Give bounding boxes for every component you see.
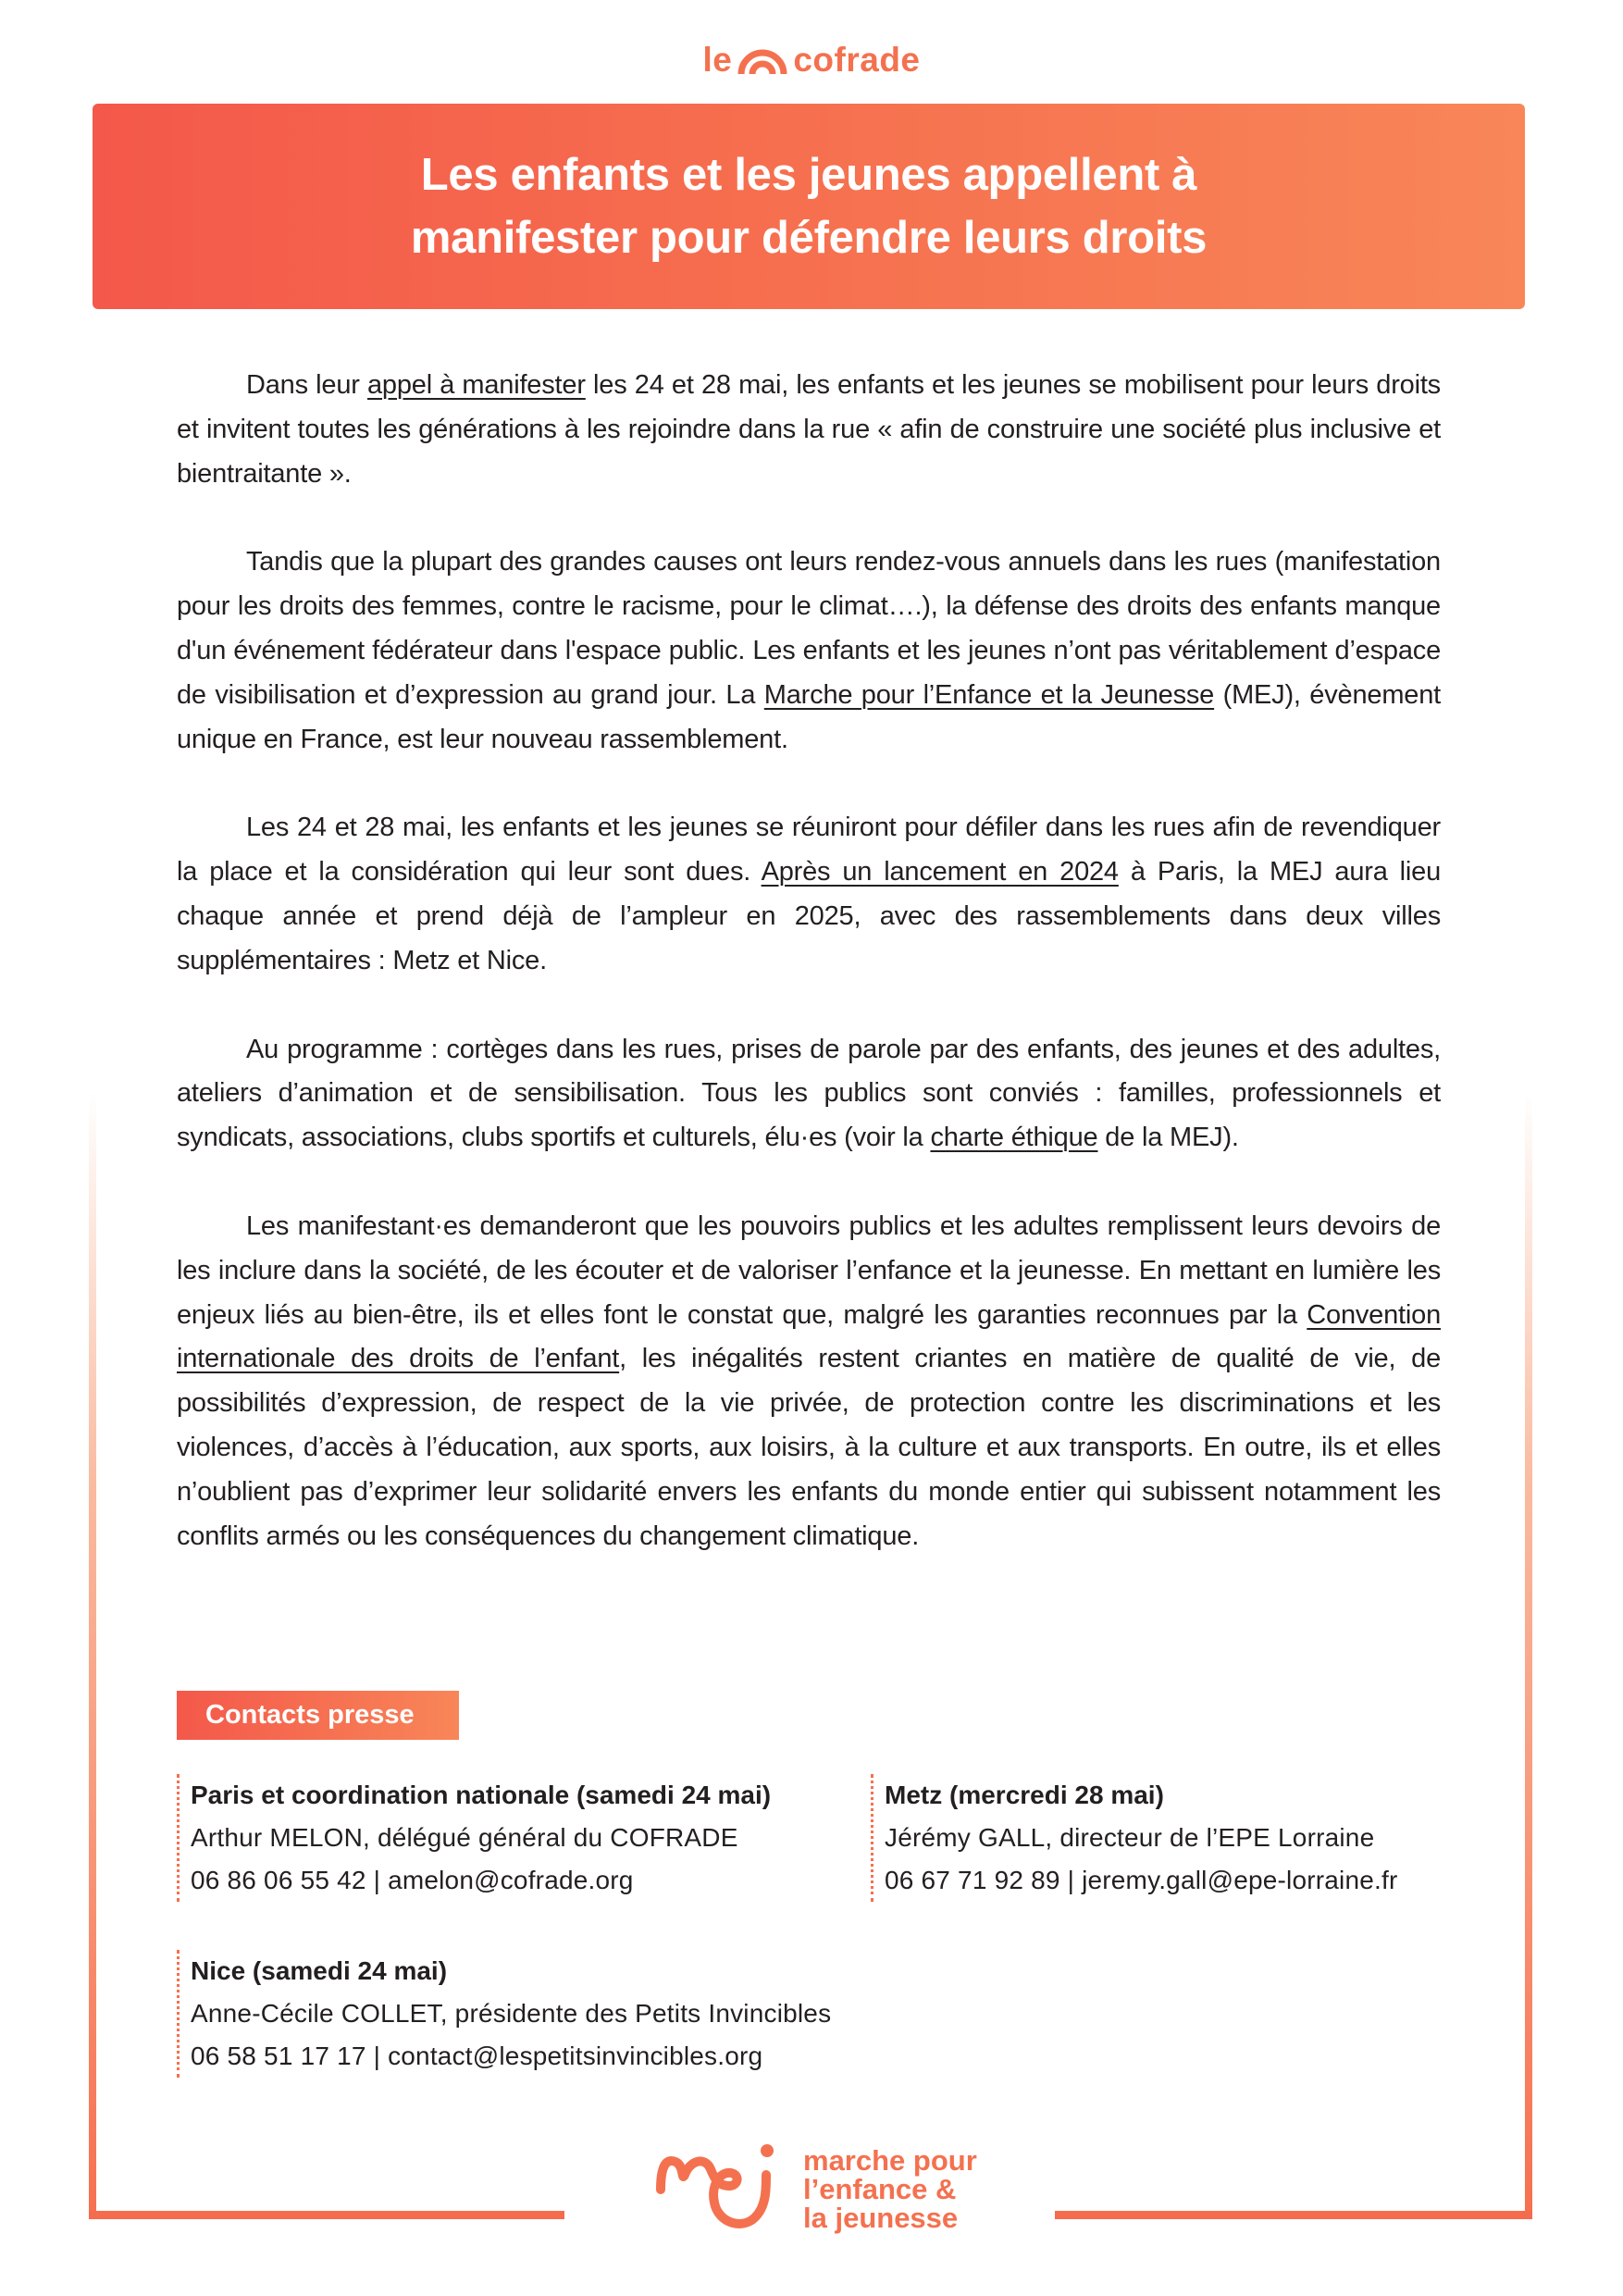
- link-marche-enfance-jeunesse[interactable]: Marche pour l’Enfance et la Jeunesse: [763, 679, 1215, 710]
- link-appel-a-manifester[interactable]: appel à manifester: [366, 370, 586, 400]
- article-body: [177, 364, 1441, 1603]
- mej-logo-line-3: la jeunesse: [803, 2201, 959, 2234]
- paragraph-5: [177, 1205, 1441, 1558]
- contact-phone-email[interactable]: 06 58 51 17 17 | contact@lespetitsinvincibles.org: [191, 2042, 763, 2070]
- mej-squiggle-icon: [653, 2138, 783, 2240]
- paragraph-text: les 24 et 28 mai, les enfants et les jeunes se mobilisent pour leurs droits et invitent toutes les générations à les rejoindre dans la rue « afin de construire une société plus inclusive et bientraitante ».: [177, 370, 1441, 489]
- mej-logo-line-2: l’enfance &: [803, 2172, 957, 2205]
- page-title: [411, 143, 1207, 269]
- contact-title: Paris et coordination nationale (samedi 24 mai): [191, 1781, 772, 1809]
- mej-logo-line-1: marche pour: [803, 2143, 977, 2177]
- mej-logo: [653, 2138, 977, 2240]
- contact-title: Metz (mercredi 28 mai): [885, 1781, 1164, 1809]
- contact-person: Anne-Cécile COLLET, présidente des Petits Invincibles: [191, 1999, 832, 2028]
- contact-phone-email[interactable]: 06 67 71 92 89 | jeremy.gall@epe-lorraine.fr: [885, 1866, 1398, 1894]
- logo-text-le: le: [702, 41, 733, 79]
- link-charte-ethique[interactable]: charte éthique: [930, 1123, 1098, 1153]
- paragraph-text: Dans leur: [246, 370, 367, 400]
- paragraph-text: Tandis que la plupart des grandes causes ont leurs rendez-vous annuels dans les rues (manifestation pour les droits des femmes, contre le racisme, pour le climat….), la défense des droits des enfants manque d'un événement fédérateur dans l'espace public. Les enfants et les jeunes n’ont pas véritablement d’espace de visibilisation et d’expression au grand jour. La: [177, 547, 1441, 710]
- contact-paris: [177, 1774, 771, 1902]
- title-line-1: Les enfants et les jeunes appellent à: [420, 150, 1197, 200]
- paragraph-text: Au programme : cortèges dans les rues, prises de parole par des enfants, des jeunes et des adultes, ateliers d’animation et de sensibilisation. Tous les publics sont conviés : familles, professionnels et syndicats, associations, clubs sportifs et culturels, élu·es (voir la: [177, 1034, 1441, 1153]
- paragraph-text: Les 24 et 28 mai, les enfants et les jeunes se réuniront pour défiler dans les rues afin de revendiquer la place et la considération qui leur sont dues.: [177, 813, 1441, 887]
- paragraph-2: [177, 540, 1441, 762]
- frame-bottom-left-border: [89, 2211, 564, 2219]
- paragraph-4: [177, 1028, 1441, 1160]
- cofrade-logo: [0, 39, 1623, 81]
- paragraph-text: de la MEJ).: [1097, 1123, 1239, 1153]
- contact-phone-email[interactable]: 06 86 06 55 42 | amelon@cofrade.org: [191, 1866, 634, 1894]
- paragraph-3: [177, 806, 1441, 983]
- logo-text-cofrade: cofrade: [793, 41, 921, 79]
- frame-bottom-right-border: [1055, 2211, 1532, 2219]
- contact-title: Nice (samedi 24 mai): [191, 1956, 448, 1985]
- paragraph-text: à Paris, la MEJ aura lieu chaque année et prend déjà de l’ampleur en 2025, avec des rassemblements dans deux villes supplémentaires : Metz et Nice.: [177, 857, 1442, 975]
- paragraph-text: Les manifestant·es demanderont que les pouvoirs publics et les adultes remplissent leurs devoirs de les inclure dans la société, de les écouter et de valoriser l’enfance et la jeunesse. En mettant en lumière les enjeux liés au bien-être, ils et elles font le constat que, malgré les garanties reconnues par la: [177, 1210, 1441, 1330]
- contact-metz: [871, 1774, 1398, 1902]
- paragraph-1: [177, 364, 1441, 496]
- mej-logo-text: [803, 2143, 977, 2234]
- frame-right-border: [1525, 1092, 1532, 2219]
- paragraph-text: (MEJ), évènement unique en France, est leur nouveau rassemblement.: [177, 679, 1441, 754]
- link-convention-droits-enfant[interactable]: Convention internationale des droits de l’enfant: [177, 1299, 1441, 1374]
- contact-person: Jérémy GALL, directeur de l’EPE Lorraine: [885, 1823, 1375, 1852]
- title-banner: [93, 104, 1525, 309]
- link-lancement-2024[interactable]: Après un lancement en 2024: [761, 857, 1119, 887]
- paragraph-text: , les inégalités restent criantes en matière de qualité de vie, de possibilités d’expression, de respect de la vie privée, de protection contre les discriminations et les violences, d’accès à l’éducation, aux sports, aux loisirs, à la culture et aux transports. En outre, ils et elles n’oublient pas d’exprimer leur solidarité envers les enfants du monde entier qui subissent notamment les conflits armés ou les conséquences du changement climatique.: [177, 1344, 1441, 1551]
- contacts-heading: Contacts presse: [177, 1691, 459, 1740]
- title-line-2: manifester pour défendre leurs droits: [410, 213, 1208, 263]
- rainbow-arc-icon: [737, 46, 787, 74]
- contact-person: Arthur MELON, délégué général du COFRADE: [191, 1823, 738, 1852]
- contact-nice: [177, 1950, 831, 2078]
- frame-left-border: [89, 1092, 96, 2219]
